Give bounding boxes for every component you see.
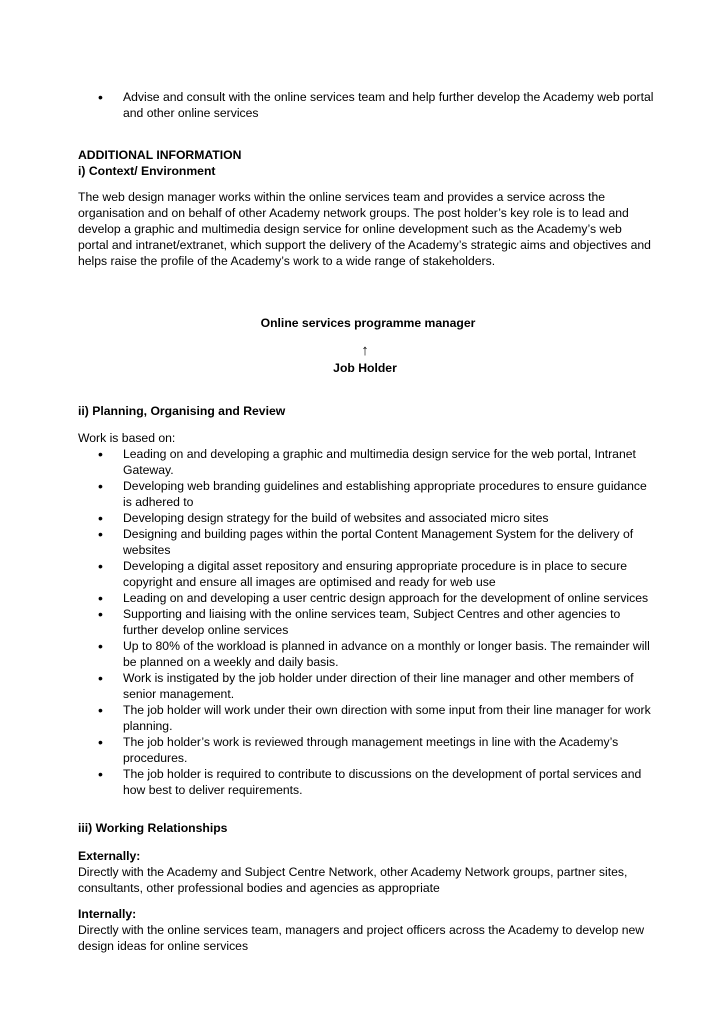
list-item xyxy=(78,510,658,526)
bullet-icon: • xyxy=(98,89,103,105)
bullet-icon: • xyxy=(98,734,103,750)
list-item xyxy=(78,478,658,510)
org-chart-job-holder: Job Holder xyxy=(333,361,397,375)
list-item xyxy=(78,670,658,702)
externally-label: Externally: xyxy=(78,849,141,863)
externally-text: Directly with the Academy and Subject Centre Network, other Academy Network groups, partner sites, consultants, other professional bodies and agencies as appropriate xyxy=(78,865,628,895)
bullet-icon: • xyxy=(98,606,103,622)
list-item xyxy=(78,606,658,638)
list-item-text: The job holder will work under their own direction with some input from their line manager for work planning. xyxy=(123,703,651,733)
planning-bullet-list xyxy=(78,446,658,798)
section-heading: ii) Planning, Organising and Review xyxy=(78,404,286,418)
list-item-text: Leading on and developing a user centric design approach for the development of online services xyxy=(123,591,649,605)
bullet-icon: • xyxy=(98,766,103,782)
list-item-text: Leading on and developing a graphic and multimedia design service for the web portal, Intranet Gateway. xyxy=(123,447,636,477)
list-item xyxy=(78,89,658,121)
list-item-text: Up to 80% of the workload is planned in advance on a monthly or longer basis. The remainder will be planned on a weekly and daily basis. xyxy=(123,639,650,669)
list-item xyxy=(78,702,658,734)
section-heading: ADDITIONAL INFORMATION xyxy=(78,148,242,162)
list-item-text: Designing and building pages within the portal Content Management System for the delivery of websites xyxy=(123,527,634,557)
list-item-text: Developing a digital asset repository and ensuring appropriate procedure is in place to secure copyright and ensure all images are optimised and ready for web use xyxy=(123,559,628,589)
list-item-text: Developing web branding guidelines and establishing appropriate procedures to ensure guidance is adhered to xyxy=(123,479,647,509)
bullet-icon: • xyxy=(98,526,103,542)
section-heading: iii) Working Relationships xyxy=(78,821,228,835)
list-item xyxy=(78,446,658,478)
list-item xyxy=(78,638,658,670)
bullet-icon: • xyxy=(98,478,103,494)
list-item xyxy=(78,558,658,590)
internally-label: Internally: xyxy=(78,907,137,921)
bullet-icon: • xyxy=(98,670,103,686)
list-item-text: Work is instigated by the job holder under direction of their line manager and other members of senior management. xyxy=(123,671,634,701)
bullet-icon: • xyxy=(98,702,103,718)
bullet-icon: • xyxy=(98,446,103,462)
bullet-icon: • xyxy=(98,638,103,654)
section-subheading: i) Context/ Environment xyxy=(78,164,216,178)
list-item xyxy=(78,766,658,798)
context-paragraph: The web design manager works within the online services team and provides a service across the organisation and on behalf of other Academy network groups. The post holder’s key role is to lead and develop a graphic and multimedia design service for online development such as the Academy’s web portal and intranet/extranet, which support the delivery of the Academy’s strategic aims and objectives and helps raise the profile of the Academy’s work to a wide range of stakeholders. xyxy=(78,190,651,268)
list-item-text: Supporting and liaising with the online services team, Subject Centres and other agencies to further develop online services xyxy=(123,607,621,637)
list-item-text: The job holder is required to contribute to discussions on the development of portal services and how best to deliver requirements. xyxy=(123,767,642,797)
list-item xyxy=(78,734,658,766)
bullet-icon: • xyxy=(98,558,103,574)
list-item xyxy=(78,526,658,558)
planning-intro: Work is based on: xyxy=(78,431,176,445)
list-item xyxy=(78,590,658,606)
bullet-icon: • xyxy=(98,590,103,606)
up-arrow-icon: ↑ xyxy=(361,342,369,359)
list-item-text: Developing design strategy for the build of websites and associated micro sites xyxy=(123,511,549,525)
org-chart-manager: Online services programme manager xyxy=(260,316,476,330)
bullet-icon: • xyxy=(98,510,103,526)
list-item-text: The job holder’s work is reviewed through management meetings in line with the Academy’s procedures. xyxy=(123,735,619,765)
list-item-text: Advise and consult with the online services team and help further develop the Academy web portal and other online services xyxy=(123,90,654,120)
top-bullet-list xyxy=(78,89,658,121)
internally-text: Directly with the online services team, managers and project officers across the Academy to develop new design ideas for online services xyxy=(78,923,645,953)
